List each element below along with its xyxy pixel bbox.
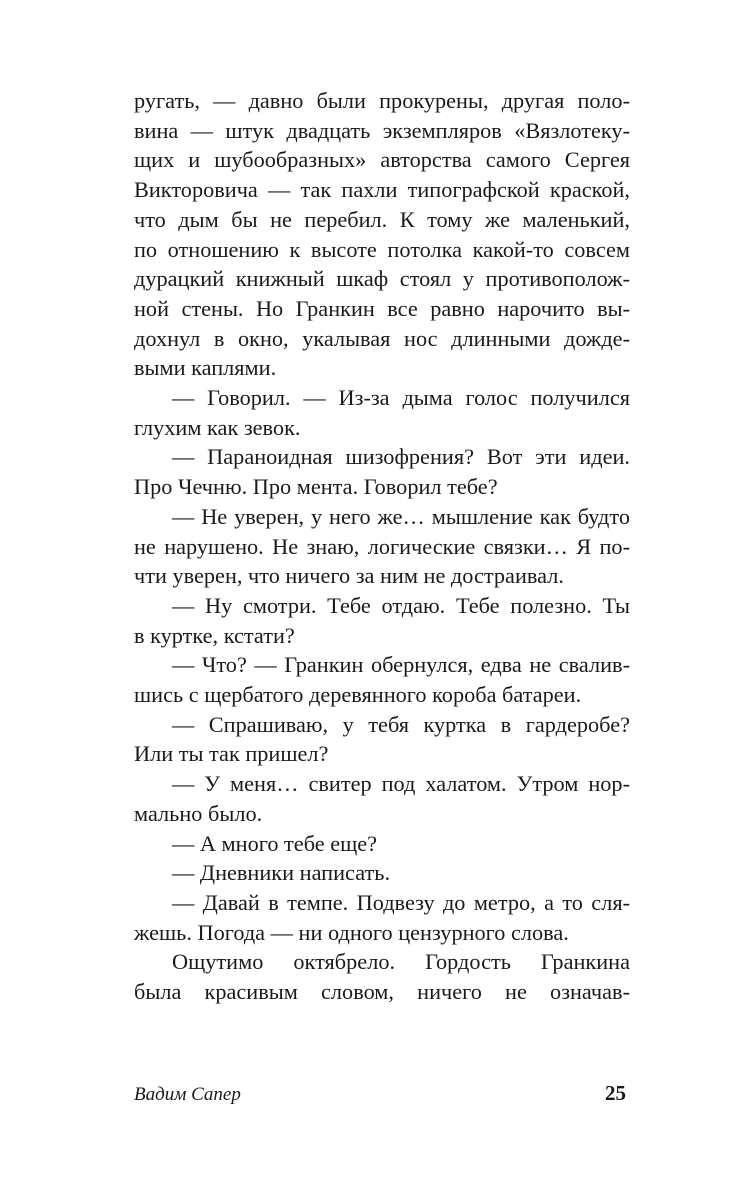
text-line: — Параноидная шизофрения? Вот эти идеи. [172,444,630,470]
text-line: мально было. [134,800,263,826]
text-line: дурацкий книжный шкаф стоял у противополож- [134,266,630,292]
text-line: — А много тебе еще? [172,830,378,856]
text-line: — Спрашиваю, у тебя куртка в гардеробе? [172,711,630,737]
text-line: глухим как зевок. [134,414,301,440]
text-line: — Говорил. — Из-за дыма голос получился [172,385,630,411]
text-line: — Дневники написать. [172,860,391,886]
text-line: дохнул в окно, укалывая нос длинными дожде- [134,325,630,351]
text-line: — Давай в темпе. Подвезу до метро, а то сля- [172,889,630,915]
text-line: в куртке, кстати? [134,622,295,648]
text-line: Или ты так пришел? [134,741,329,767]
text-line: что дым бы не перебил. К тому же маленький, [134,206,630,232]
text-line: по отношению к высоте потолка какой-то совсем [134,236,630,262]
text-line: Ощутимо октябрело. Гордость Гранкина [172,949,630,975]
text-line: щих и шубообразных» авторства самого Сергея [134,147,630,173]
text-line: выми каплями. [134,355,277,381]
text-line: чти уверен, что ничего за ним не достраивал. [134,563,564,589]
text-line: — У меня… свитер под халатом. Утром нор- [172,771,630,797]
text-line: вина — штук двадцать экземпляров «Вязлотеку- [134,117,630,143]
page-number: 25 [605,1081,626,1105]
page-body-text [134,86,630,1007]
text-line: Викторовича — так пахли типографской краской, [134,177,630,203]
text-line: шись с щербатого деревянного короба батареи. [134,682,582,708]
text-line: — Что? — Гранкин обернулся, едва не свалив- [172,652,630,678]
text-line: — Не уверен, у него же… мышление как будто [172,503,630,529]
text-line: — Ну смотри. Тебе отдаю. Тебе полезно. Ты [172,592,630,618]
text-line: ной стены. Но Гранкин все равно нарочито вы- [134,295,630,321]
text-line: жешь. Погода — ни одного цензурного слова. [134,919,569,945]
text-line: Про Чечню. Про мента. Говорил тебе? [134,474,498,500]
text-line: ругать, — давно были прокурены, другая поло- [134,88,630,113]
text-line: была красивым словом, ничего не означав- [134,979,630,1005]
text-line: не нарушено. Не знаю, логические связки… Я по- [134,533,630,559]
footer-author: Вадим Сапер [134,1084,241,1105]
